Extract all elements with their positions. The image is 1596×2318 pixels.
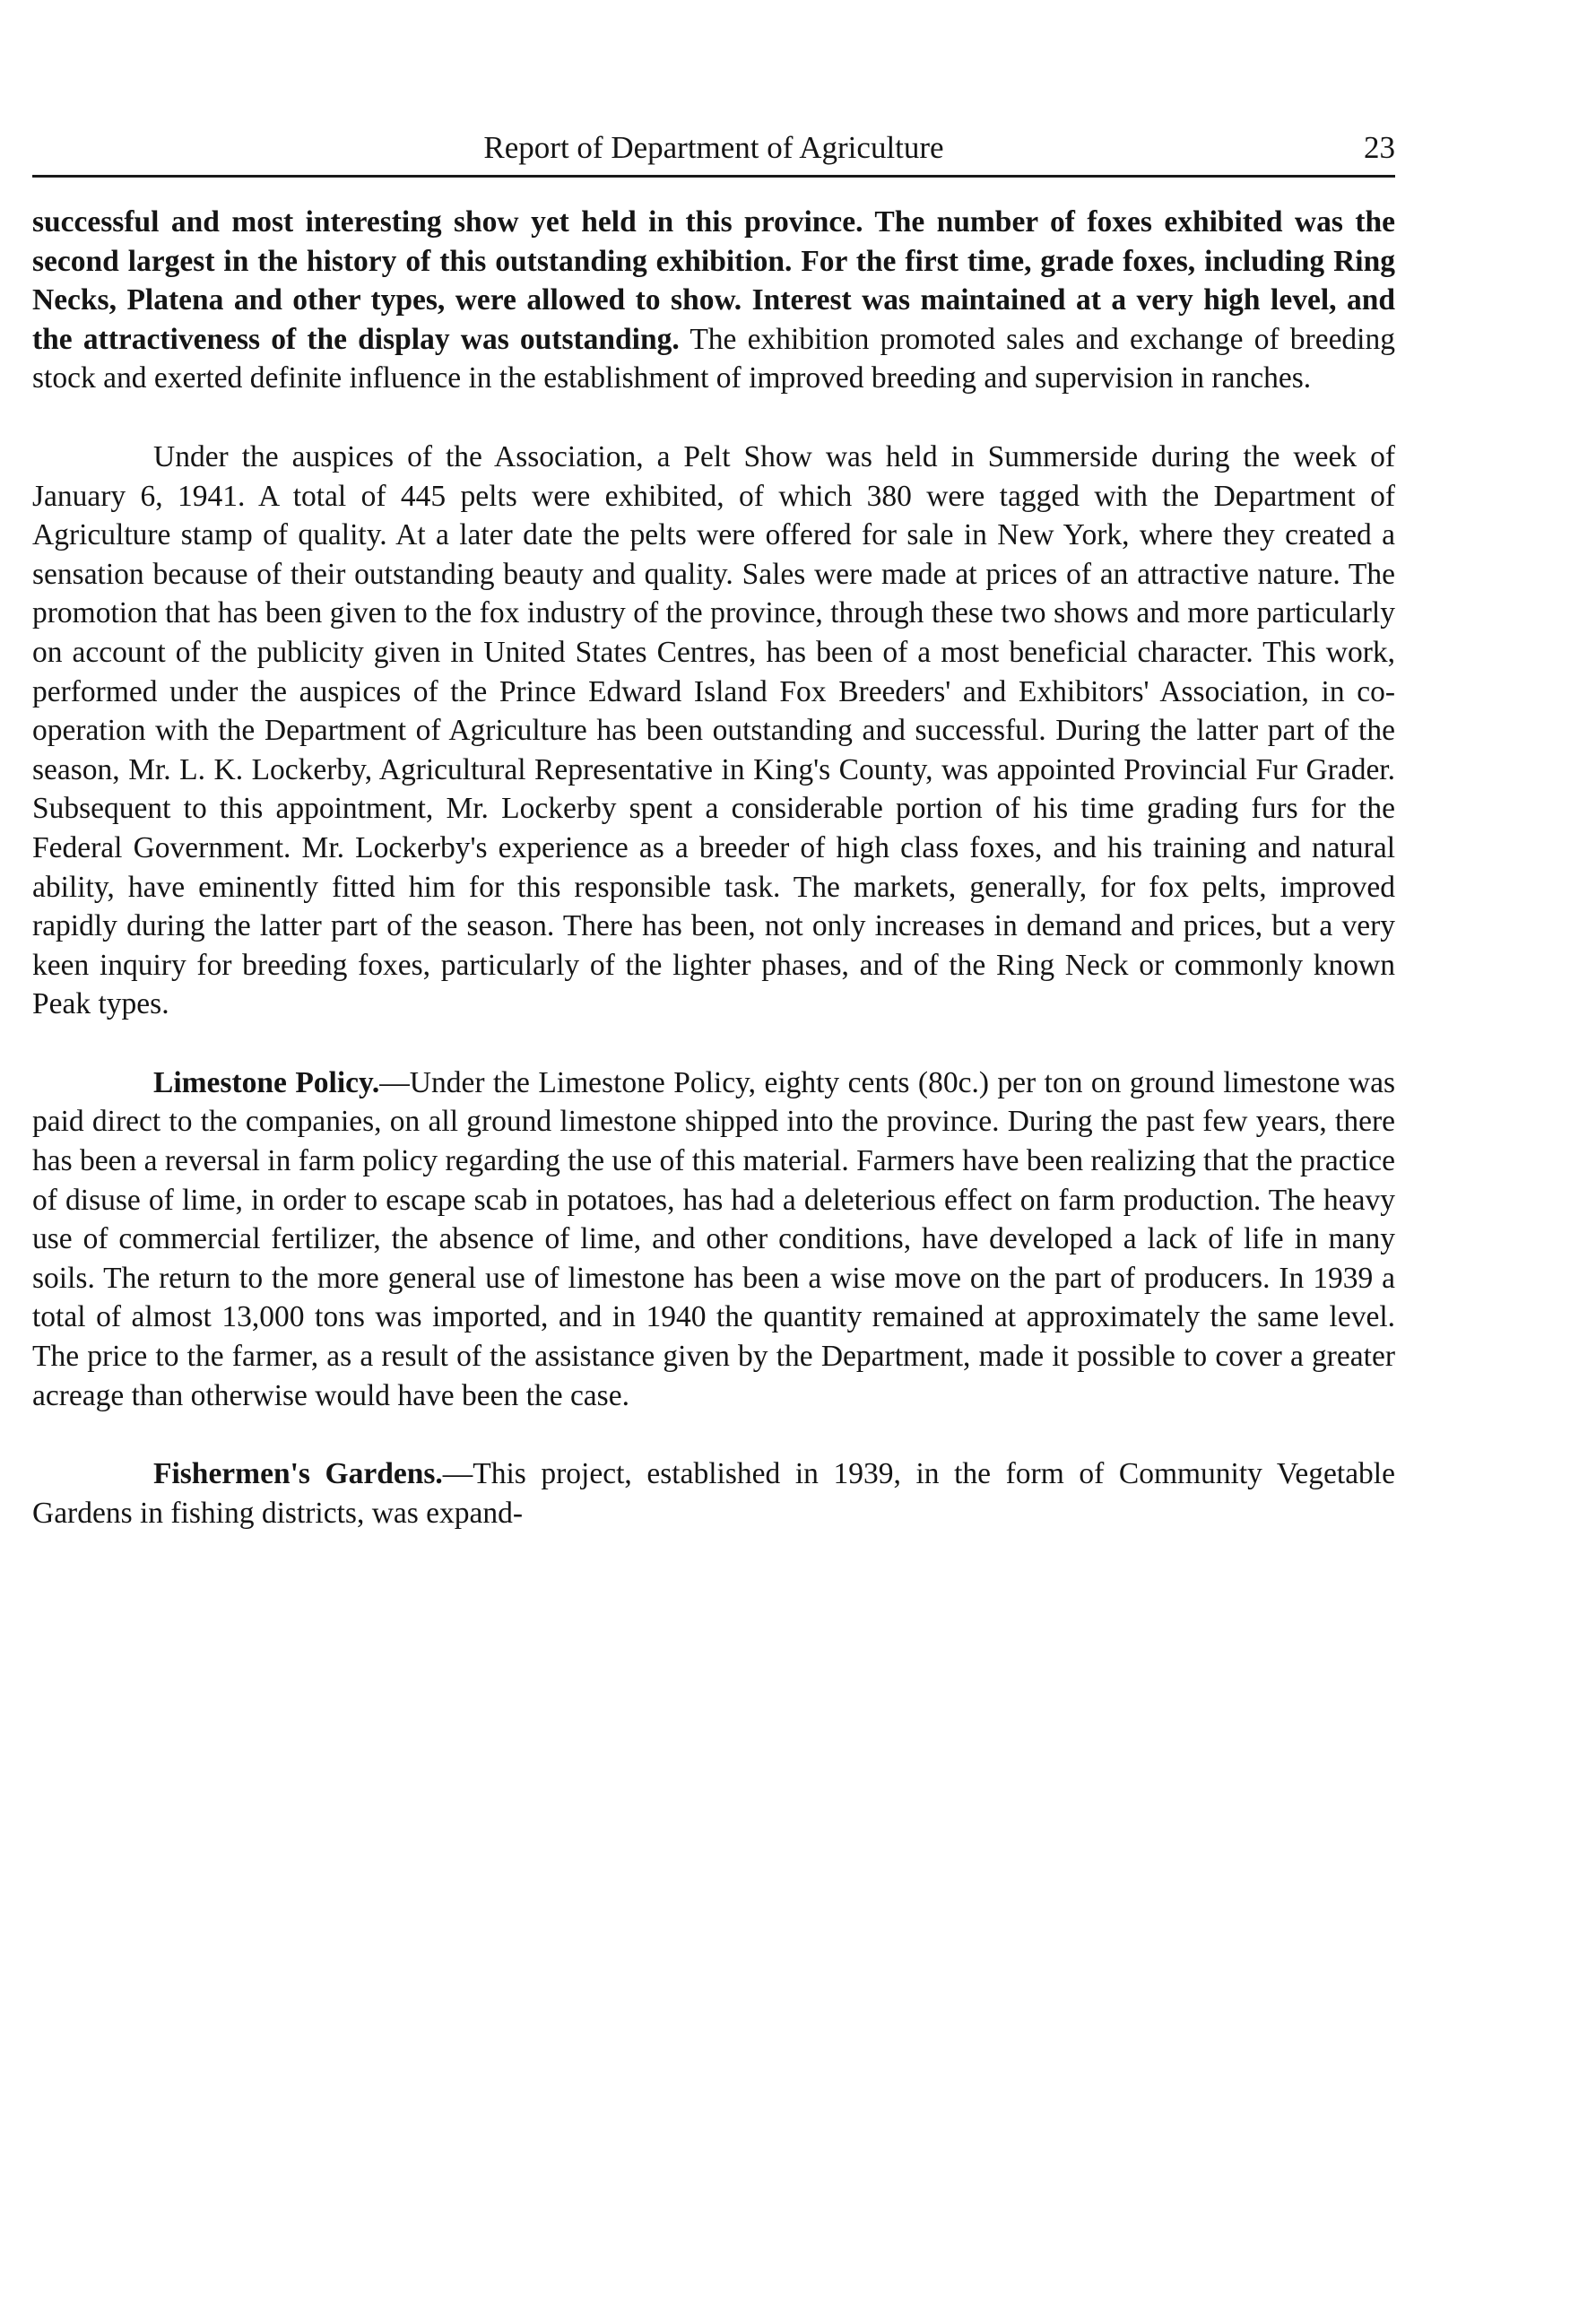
paragraph-text: The exhibition promoted sales and exchange of breeding stock and exerted definite influence in the establishment of improved breeding and supervision in ranches. xyxy=(32,322,1395,395)
paragraph-limestone-policy xyxy=(32,1064,1395,1415)
document-body xyxy=(32,203,1395,1532)
paragraph-text: —This project, established in 1939, in the form of Community Vegetable Gardens in fishing districts, was expand- xyxy=(32,1457,1395,1530)
page-number: 23 xyxy=(1364,130,1395,165)
section-run-in-heading: Limestone Policy. xyxy=(153,1065,380,1099)
section-run-in-heading: Fishermen's Gardens. xyxy=(153,1457,443,1491)
paragraph-text: —Under the Limestone Policy, eighty cents (80c.) per ton on ground limestone was paid direct to the companies, on all ground limestone shipped into the province. During the past few years, there has been a reversal in farm policy regarding the use of this material. Farmers have been realizing that the practice of disuse of lime, in order to escape scab in potatoes, has had a deleterious effect on farm production. The heavy use of commercial fertilizer, the absence of lime, and other conditions, have developed a lack of life in many soils. The return to the more general use of limestone has been a wise move on the part of producers. In 1939 a total of almost 13,000 tons was imported, and in 1940 the quantity remained at approximately the same level. The price to the farmer, as a result of the assistance given by the Department, made it possible to cover a greater acreage than otherwise would have been the case. xyxy=(32,1065,1395,1412)
paragraph-fishermens-gardens xyxy=(32,1454,1395,1532)
header-title: Report of Department of Agriculture xyxy=(483,130,944,165)
document-page xyxy=(32,121,1395,1532)
paragraph-fox-show xyxy=(32,203,1395,398)
paragraph-text-bold: successful and most interesting show yet held in this province. The number of foxes exhibited was the second largest in the history of this outstanding exhibition. For the first time, grade foxes, including Ring Necks, Platena and other types, were allowed to show. Interest was maintained at a very high level, and the attractiveness of the display was outstanding. xyxy=(32,205,1395,356)
paragraph-text: Under the auspices of the Association, a Pelt Show was held in Summerside during the week of January 6, 1941. A total of 445 pelts were exhibited, of which 380 were tagged with the Department of Agriculture stamp of quality. At a later date the pelts were offered for sale in New York, where they created a sensation because of their outstanding beauty and quality. Sales were made at prices of an attractive nature. The promotion that has been given to the fox industry of the province, through these two shows and more particularly on account of the publicity given in United States Centres, has been of a most beneficial character. This work, performed under the auspices of the Prince Edward Island Fox Breeders' and Exhibitors' Association, in co-operation with the Department of Agriculture has been outstanding and successful. During the latter part of the season, Mr. L. K. Lockerby, Agricultural Representative in King's County, was appointed Provincial Fur Grader. Subsequent to this appointment, Mr. Lockerby spent a considerable portion of his time grading furs for the Federal Government. Mr. Lockerby's experience as a breeder of high class foxes, and his training and natural ability, have eminently fitted him for this responsible task. The markets, generally, for fox pelts, improved rapidly during the latter part of the season. There has been, not only increases in demand and prices, but a very keen inquiry for breeding foxes, particularly of the lighter phases, and of the Ring Neck or commonly known Peak types. xyxy=(32,439,1395,1021)
running-header xyxy=(32,121,1395,178)
paragraph-pelt-show xyxy=(32,438,1395,1024)
